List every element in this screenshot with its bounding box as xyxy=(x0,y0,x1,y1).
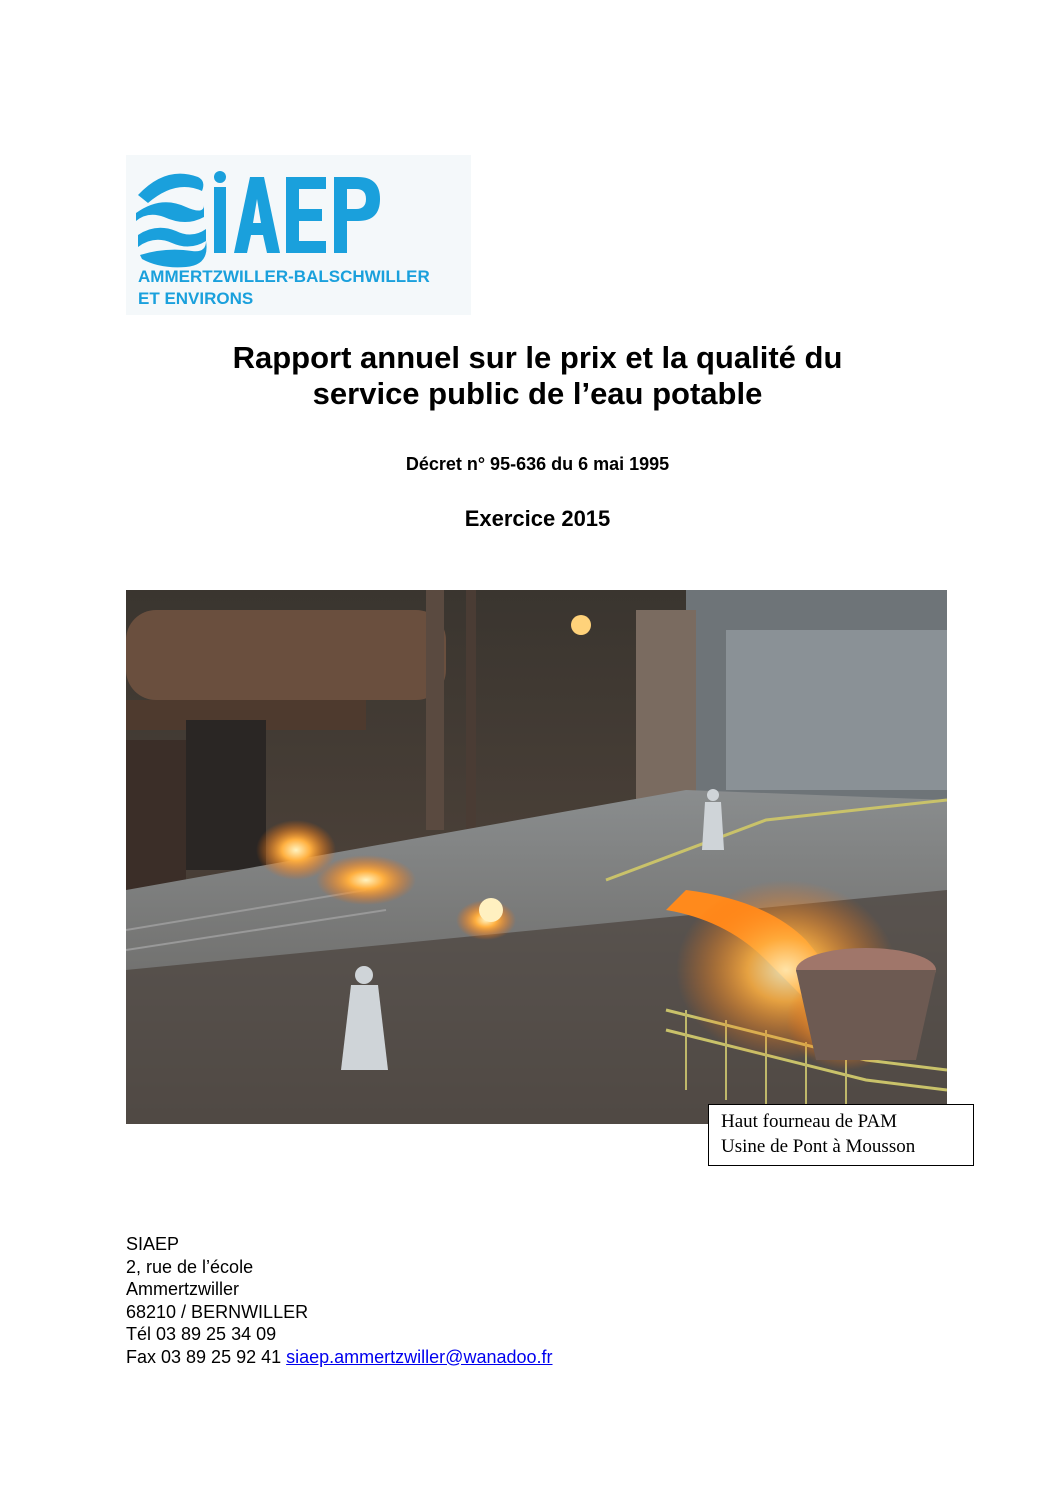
title-line2: service public de l’eau potable xyxy=(312,376,763,411)
report-title xyxy=(80,340,995,412)
address-org: SIAEP xyxy=(126,1234,180,1254)
siaep-logo xyxy=(126,155,471,315)
caption-line1: Haut fourneau de PAM xyxy=(721,1111,898,1132)
logo-line1: AMMERTZWILLER-BALSCHWILLER xyxy=(138,267,430,286)
address-tel: Tél 03 89 25 34 09 xyxy=(126,1324,277,1344)
decree-reference: Décret n° 95-636 du 6 mai 1995 xyxy=(405,454,670,474)
address-street: 2, rue de l’école xyxy=(126,1256,254,1277)
email-link[interactable]: siaep.ammertzwiller@wanadoo.fr xyxy=(286,1346,553,1367)
caption-line2: Usine de Pont à Mousson xyxy=(721,1136,916,1157)
address-postal: 68210 / BERNWILLER xyxy=(126,1301,309,1322)
logo-line2: ET ENVIRONS xyxy=(138,289,254,308)
address-fax: Fax 03 89 25 92 41 xyxy=(126,1346,282,1367)
fiscal-year: Exercice 2015 xyxy=(464,506,611,531)
address-town: Ammertzwiller xyxy=(126,1279,240,1299)
contact-address xyxy=(126,1233,553,1368)
title-line1: Rapport annuel sur le prix et la qualité du xyxy=(232,340,843,375)
address-fax-line xyxy=(126,1346,553,1369)
blast-furnace-photo xyxy=(126,590,947,1124)
photo-caption xyxy=(708,1104,974,1166)
